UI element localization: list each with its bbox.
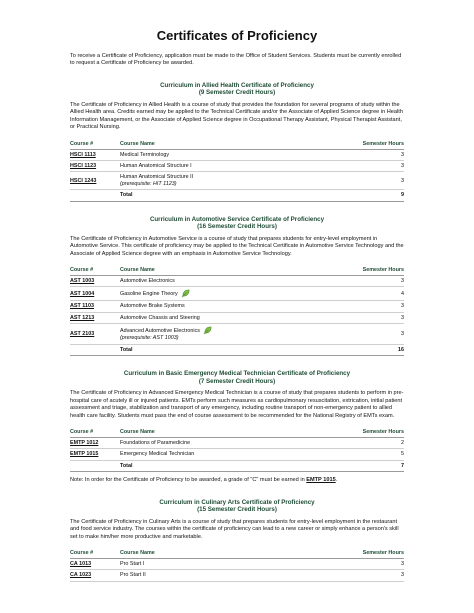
curriculum-section bbox=[70, 216, 404, 356]
course-code-link[interactable]: AST 1213 bbox=[70, 312, 120, 323]
section-note bbox=[70, 477, 404, 484]
table-row bbox=[70, 570, 404, 581]
course-name-text: Medical Terminology bbox=[120, 151, 170, 158]
course-name-text: Gasoline Engine Theory bbox=[120, 291, 178, 298]
section-credit-hours: (16 Semester Credit Hours) bbox=[197, 223, 277, 231]
section-credit-hours: (7 Semester Credit Hours) bbox=[198, 377, 276, 385]
course-name-text: Foundations of Paramedicine bbox=[120, 439, 191, 446]
total-row bbox=[70, 344, 404, 355]
course-table bbox=[70, 141, 404, 202]
course-hours: 3 bbox=[301, 161, 404, 172]
intro-paragraph: To receive a Certificate of Proficiency, application must be made to the Office of Student Services. Students must be currently enrolled to request a Certificate of Proficiency be awarded. bbox=[70, 53, 402, 67]
course-code-link[interactable]: CA 1023 bbox=[70, 570, 120, 581]
course-code-link[interactable]: AST 1004 bbox=[70, 287, 120, 301]
section-description: The Certificate of Proficiency in Automotive Service is a course of study that prepares students for entry-level employment in Automotive Service. This certificate of proficiency may be applied to the Technical Certificate in Automotive Service Technology and the Associate of Applied Science degree with an emphasis in Automotive Service Technology. bbox=[70, 235, 404, 257]
course-name-text: Pro Start I bbox=[120, 560, 145, 567]
course-name bbox=[120, 437, 302, 448]
section-title-line: Curriculum in Allied Health Certificate of Proficiency bbox=[160, 81, 314, 89]
course-name-text: Human Anatomical Structure I bbox=[120, 163, 192, 170]
table-header-row bbox=[70, 429, 404, 438]
course-name bbox=[120, 276, 316, 287]
course-hours: 5 bbox=[302, 449, 404, 460]
total-hours: 7 bbox=[302, 460, 404, 471]
course-name-text: Human Anatomical Structure II bbox=[120, 174, 194, 181]
header-semester-hours: Semester Hours bbox=[302, 429, 404, 438]
header-semester-hours: Semester Hours bbox=[301, 141, 404, 150]
section-title bbox=[70, 216, 404, 231]
note-end: . bbox=[335, 477, 338, 484]
course-name bbox=[120, 301, 316, 312]
course-hours: 3 bbox=[316, 301, 404, 312]
course-hours: 3 bbox=[316, 324, 404, 344]
section-description: The Certificate of Proficiency in Culinary Arts is a course of study that prepares students for entry-level employment in the restaurant and food service industry. The courses within the certificate of proficiency can lead to a new career or simply enhance a person's skill set to make him/her more productive and marketable. bbox=[70, 518, 399, 540]
curriculum-section bbox=[70, 82, 404, 202]
course-hours: 3 bbox=[250, 558, 404, 569]
table-row bbox=[70, 276, 404, 287]
course-code-link[interactable]: AST 2103 bbox=[70, 324, 120, 344]
course-hours: 3 bbox=[316, 276, 404, 287]
table-row bbox=[70, 172, 404, 190]
course-name bbox=[120, 149, 301, 160]
course-table bbox=[70, 267, 404, 356]
course-hours: 3 bbox=[301, 149, 404, 160]
curriculum-section bbox=[70, 499, 404, 582]
total-hours: 16 bbox=[316, 344, 404, 355]
total-spacer bbox=[70, 190, 120, 201]
course-prerequisite: (prerequisite: AST 1003) bbox=[120, 335, 179, 342]
course-hours: 4 bbox=[316, 287, 404, 301]
table-header-row bbox=[70, 550, 404, 559]
header-course-number: Course # bbox=[70, 550, 120, 559]
note-text: Note: In order for the Certificate of Proficiency to be awarded, a grade of "C" must be earned in bbox=[70, 477, 307, 484]
section-title-line: Curriculum in Automotive Service Certificate of Proficiency bbox=[149, 215, 325, 223]
header-course-name: Course Name bbox=[120, 267, 316, 276]
course-hours: 3 bbox=[301, 172, 404, 190]
course-name bbox=[120, 570, 250, 581]
course-name bbox=[120, 312, 316, 323]
course-table bbox=[70, 550, 404, 582]
table-row bbox=[70, 312, 404, 323]
course-code-link[interactable]: AST 1003 bbox=[70, 276, 120, 287]
total-hours: 9 bbox=[301, 190, 404, 201]
table-row bbox=[70, 301, 404, 312]
total-spacer bbox=[70, 460, 120, 471]
course-name-text: Automotive Brake Systems bbox=[120, 303, 185, 310]
total-label: Total bbox=[120, 460, 302, 471]
header-course-name: Course Name bbox=[120, 550, 250, 559]
course-name-text: Emergency Medical Technician bbox=[120, 451, 195, 458]
page-title: Certificates of Proficiency bbox=[156, 28, 318, 43]
curriculum-section bbox=[70, 370, 404, 484]
course-code-link[interactable]: EMTP 1015 bbox=[70, 449, 120, 460]
course-name bbox=[120, 558, 250, 569]
header-course-number: Course # bbox=[70, 429, 120, 438]
course-code-link[interactable]: CA 1013 bbox=[70, 558, 120, 569]
table-row bbox=[70, 558, 404, 569]
total-label: Total bbox=[120, 190, 301, 201]
course-name bbox=[120, 324, 316, 344]
course-code-link[interactable]: HSCI 1123 bbox=[70, 161, 120, 172]
total-label: Total bbox=[120, 344, 316, 355]
course-code-link[interactable]: HSCI 1243 bbox=[70, 172, 120, 190]
course-hours: 3 bbox=[316, 312, 404, 323]
course-hours: 3 bbox=[250, 570, 404, 581]
table-row bbox=[70, 449, 404, 460]
course-prerequisite: (prerequisite: HIT 1123) bbox=[120, 180, 177, 187]
course-name bbox=[120, 172, 301, 190]
green-leaf-icon bbox=[181, 289, 190, 298]
table-row bbox=[70, 287, 404, 301]
course-table bbox=[70, 429, 404, 472]
header-course-number: Course # bbox=[70, 141, 120, 150]
section-title bbox=[70, 370, 404, 385]
curriculum-sections bbox=[70, 82, 404, 582]
table-header-row bbox=[70, 267, 404, 276]
total-spacer bbox=[70, 344, 120, 355]
course-name-text: Automotive Chassis and Steering bbox=[120, 314, 200, 321]
table-row bbox=[70, 149, 404, 160]
section-title bbox=[70, 499, 404, 514]
total-row bbox=[70, 190, 404, 201]
total-row bbox=[70, 460, 404, 471]
header-semester-hours: Semester Hours bbox=[250, 550, 404, 559]
course-name bbox=[120, 449, 302, 460]
course-name bbox=[120, 287, 316, 301]
section-title bbox=[70, 82, 404, 97]
header-course-number: Course # bbox=[70, 267, 120, 276]
course-name-text: Advanced Automotive Electronics bbox=[120, 328, 201, 335]
header-course-name: Course Name bbox=[120, 429, 302, 438]
course-name-text: Automotive Electronics bbox=[120, 278, 175, 285]
course-name-text: Pro Start II bbox=[120, 572, 146, 579]
section-title-line: Curriculum in Basic Emergency Medical Technician Certificate of Proficiency bbox=[123, 370, 351, 378]
table-row bbox=[70, 161, 404, 172]
course-code-link[interactable]: HSCI 1113 bbox=[70, 149, 120, 160]
header-semester-hours: Semester Hours bbox=[316, 267, 404, 276]
note-course-link[interactable]: EMTP 1015 bbox=[306, 477, 336, 484]
section-description: The Certificate of Proficiency in Advanced Emergency Medical Technician is a course of study that prepares students to perform in pre-hospital care of acutely ill or injured patients. EMTs perform such measures as cardiopulmonary resuscitation, extrication, initial patient assessment and triage, stabilization and transport of any emergency, including routine transport of non-emergency patient to allied health care facility. Students must pass the end of course assessment to be recommended for the National Registry of EMTs exam. bbox=[70, 390, 404, 419]
course-name bbox=[120, 161, 301, 172]
course-code-link[interactable]: AST 1103 bbox=[70, 301, 120, 312]
green-leaf-icon bbox=[203, 326, 212, 335]
course-hours: 2 bbox=[302, 437, 404, 448]
section-description: The Certificate of Proficiency in Allied Health is a course of study that provides the foundation for several programs of study within the Allied Health area. Credits earned may be applied to the Technical Certificate and/or the Associate of Applied Science degree in Health Information Management, or the Associate of Applied Science degree in Occupational Therapy Assistant, Physical Therapist Assistant, or Practical Nursing. bbox=[70, 102, 403, 131]
table-row bbox=[70, 324, 404, 344]
course-code-link[interactable]: EMTP 1012 bbox=[70, 437, 120, 448]
table-row bbox=[70, 437, 404, 448]
header-course-name: Course Name bbox=[120, 141, 301, 150]
section-credit-hours: (9 Semester Credit Hours) bbox=[198, 89, 276, 97]
section-title-line: Curriculum in Culinary Arts Certificate of Proficiency bbox=[159, 498, 315, 506]
section-credit-hours: (15 Semester Credit Hours) bbox=[197, 506, 277, 514]
table-header-row bbox=[70, 141, 404, 150]
